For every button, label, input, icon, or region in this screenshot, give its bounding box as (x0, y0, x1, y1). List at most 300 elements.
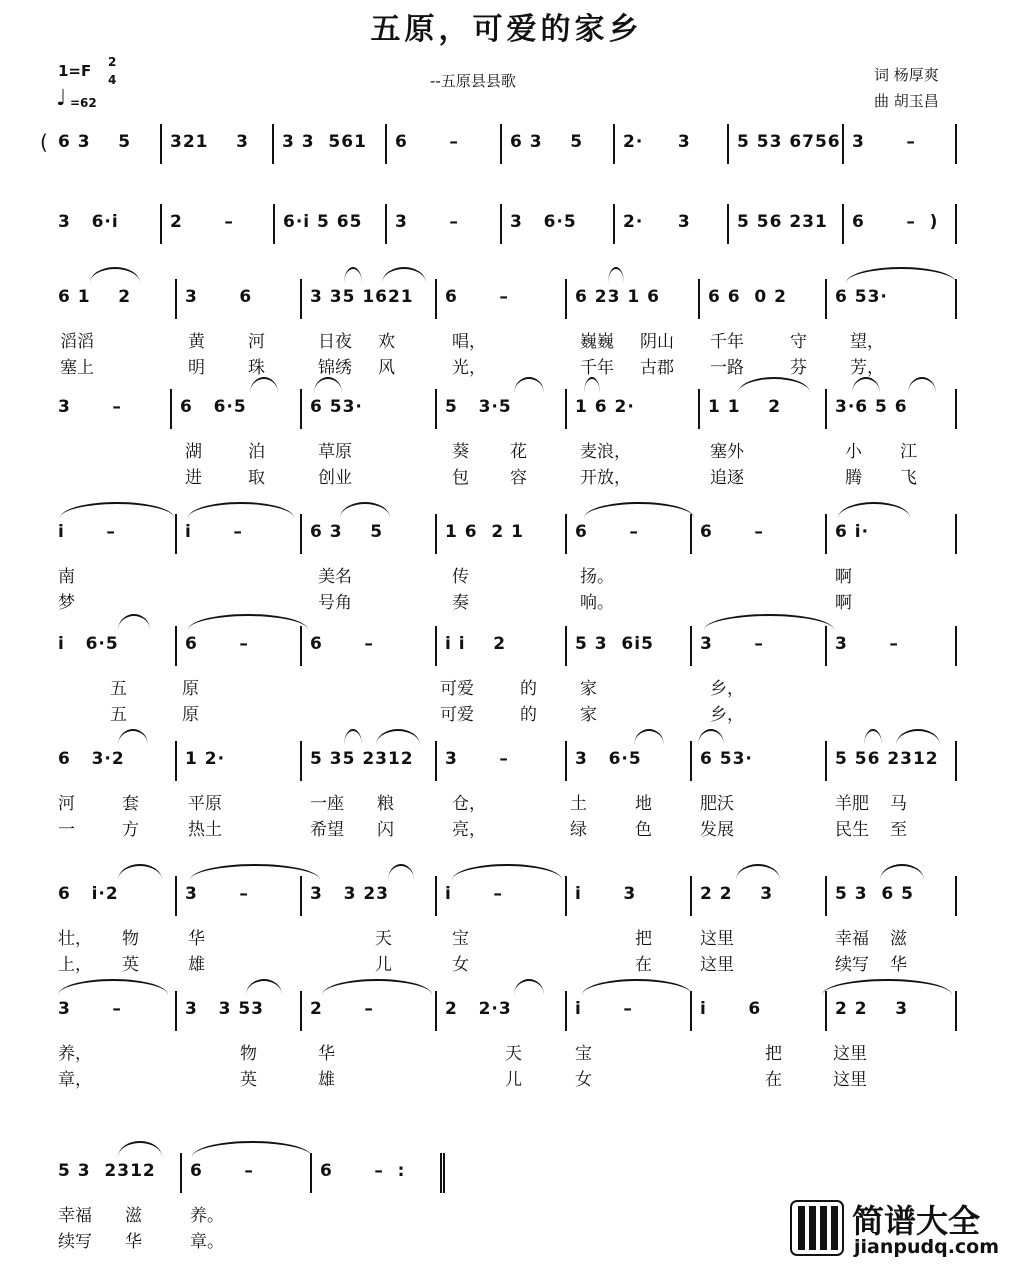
lyric-word: 锦绣 (318, 358, 352, 378)
lyric-line-verse-2 (0, 700, 1013, 724)
barline (727, 124, 729, 164)
measure-notes: i – (445, 884, 503, 904)
lyric-word: 在 (765, 1070, 782, 1090)
lyric-word: 儿 (375, 955, 392, 975)
measure-notes: 3 – (700, 634, 764, 654)
time-signature-denominator: 4 (108, 73, 117, 87)
slur-mark (452, 864, 562, 880)
lyric-word: 容 (510, 468, 527, 488)
measure-notes: 3 6·i (58, 212, 119, 232)
barline (825, 514, 827, 554)
lyric-word: 原 (182, 679, 199, 699)
slur-mark (698, 729, 724, 745)
lyric-word: 芳， (850, 358, 884, 378)
barline (613, 124, 615, 164)
barline (955, 626, 957, 666)
lyric-line-verse-2 (0, 353, 1013, 377)
measure-notes: 2 2 3 (835, 999, 909, 1019)
slur-mark (582, 979, 692, 995)
slur-mark (382, 267, 426, 283)
lyric-line-verse-1 (0, 562, 1013, 586)
barline (955, 514, 957, 554)
lyric-word: 希望 (310, 820, 344, 840)
barline (565, 626, 567, 666)
measure-notes: 5 3 2312 (58, 1161, 156, 1181)
lyric-word: 儿 (505, 1070, 522, 1090)
barline (565, 741, 567, 781)
slur-mark (376, 729, 420, 745)
barline (955, 876, 957, 916)
measure-notes: 5 3·5 (445, 397, 512, 417)
measure-notes: 2 – (310, 999, 374, 1019)
slur-mark (584, 502, 694, 518)
measure-notes: 3 3 23 (310, 884, 389, 904)
lyric-word: 物 (240, 1044, 257, 1064)
lyric-word: 阴山 (640, 332, 674, 352)
slur-mark (908, 377, 936, 393)
barline (435, 279, 437, 319)
measure-notes: 5 3 6 5 (835, 884, 914, 904)
lyric-word: 地 (635, 794, 652, 814)
measure-notes: 6 1 2 (58, 287, 132, 307)
lyric-word: 幸福 (58, 1206, 92, 1226)
lyricist-credit: 词 杨厚爽 (874, 66, 939, 84)
barline (175, 876, 177, 916)
lyric-word: 滔滔 (60, 332, 94, 352)
barline (825, 741, 827, 781)
notation-line (0, 995, 1013, 1023)
lyric-word: 开放， (580, 468, 631, 488)
slur-mark (188, 502, 294, 518)
slur-mark (90, 267, 140, 283)
lyric-word: 珠 (248, 358, 265, 378)
barline (690, 876, 692, 916)
measure-notes: 5 3 6i5 (575, 634, 654, 654)
slur-mark (738, 377, 810, 393)
lyric-word: 泊 (248, 442, 265, 462)
slur-mark (852, 377, 880, 393)
lyric-word: 欢 (378, 332, 395, 352)
lyric-word: 扬。 (580, 567, 614, 587)
lyric-word: 粮 (377, 794, 394, 814)
notation-line (0, 393, 1013, 421)
lyric-word: 这里 (700, 929, 734, 949)
lyric-word: 黄 (188, 332, 205, 352)
measure-notes: 5 56 231 (737, 212, 828, 232)
lyric-word: 美名 (318, 567, 352, 587)
lyric-word: 华 (188, 929, 205, 949)
measure-notes: 6 – (395, 132, 459, 152)
slur-mark (514, 979, 544, 995)
lyric-word: 在 (635, 955, 652, 975)
barline (698, 389, 700, 429)
lyric-word: 肥沃 (700, 794, 734, 814)
lyric-word: 小 (845, 442, 862, 462)
barline (435, 389, 437, 429)
barline (385, 204, 387, 244)
barline (613, 204, 615, 244)
lyric-word: 闪 (377, 820, 394, 840)
slur-mark (864, 729, 882, 745)
measure-notes: 6 – (190, 1161, 254, 1181)
lyric-word: 亮， (452, 820, 486, 840)
slur-mark (344, 729, 362, 745)
lyric-word: 至 (890, 820, 907, 840)
lyric-word: 进 (185, 468, 202, 488)
barline (300, 991, 302, 1031)
watermark-logo (790, 1196, 1010, 1262)
slur-mark (188, 614, 308, 630)
lyric-word: 取 (248, 468, 265, 488)
barline (175, 741, 177, 781)
slur-mark (246, 979, 282, 995)
barline (300, 279, 302, 319)
barline (825, 876, 827, 916)
barline (175, 991, 177, 1031)
barline (310, 1153, 312, 1193)
measure-notes: i 6 (700, 999, 762, 1019)
lyric-word: 养， (58, 1044, 92, 1064)
measure-notes: 6 – : (320, 1161, 406, 1181)
notation-line (0, 208, 1013, 236)
lyric-word: 传 (452, 567, 469, 587)
measure-notes: 1 6 2 1 (445, 522, 524, 542)
lyric-word: 葵 (452, 442, 469, 462)
measure-notes: 3 – (852, 132, 916, 152)
barline (565, 279, 567, 319)
measure-notes: i 6·5 (58, 634, 119, 654)
measure-notes: 6 53· (700, 749, 753, 769)
barline (435, 876, 437, 916)
lyric-word: 物 (122, 929, 139, 949)
measure-notes: 6 i·2 (58, 884, 119, 904)
lyric-word: 南 (58, 567, 75, 587)
barline (175, 626, 177, 666)
measure-notes: i – (58, 522, 116, 542)
slur-mark (514, 377, 544, 393)
notation-line (0, 1157, 1013, 1185)
lyric-word: 色 (635, 820, 652, 840)
measure-notes: 3·6 5 6 (835, 397, 908, 417)
lyric-word: 江 (900, 442, 917, 462)
barline (435, 514, 437, 554)
slur-mark (846, 267, 956, 283)
lyric-word: 华 (890, 955, 907, 975)
barline (300, 389, 302, 429)
slur-mark (608, 267, 624, 283)
measure-notes: 5 56 2312 (835, 749, 939, 769)
measure-notes: 6 3 5 (510, 132, 584, 152)
measure-notes: 6 – ) (852, 212, 939, 232)
lyric-word: 华 (318, 1044, 335, 1064)
quarter-note-icon: ♩ (56, 86, 67, 111)
lyric-word: 套 (122, 794, 139, 814)
notation-line (0, 630, 1013, 658)
lyric-word: 女 (452, 955, 469, 975)
barline (690, 741, 692, 781)
measure-notes: i i 2 (445, 634, 507, 654)
measure-notes: 2 2·3 (445, 999, 512, 1019)
song-subtitle: --五原县县歌 (430, 72, 516, 90)
lyric-word: 章。 (190, 1232, 224, 1252)
measure-notes: 3 – (835, 634, 899, 654)
lyric-word: 华 (125, 1232, 142, 1252)
lyric-word: 守 (790, 332, 807, 352)
barline (435, 626, 437, 666)
notation-line (0, 283, 1013, 311)
measure-notes: 2· 3 (623, 132, 691, 152)
barline (955, 124, 957, 164)
measure-notes: i – (575, 999, 633, 1019)
lyric-word: 唱， (452, 332, 486, 352)
lyric-word: 塞外 (710, 442, 744, 462)
slur-mark (388, 864, 414, 880)
barline (825, 279, 827, 319)
measure-notes: 6 53· (835, 287, 888, 307)
lyric-word: 明 (188, 358, 205, 378)
lyric-word: 养。 (190, 1206, 224, 1226)
barline (955, 204, 957, 244)
measure-notes: 2· 3 (623, 212, 691, 232)
song-title: 五原，可爱的家乡 (370, 12, 643, 47)
lyric-line-verse-2 (0, 815, 1013, 839)
measure-notes: 6 53· (310, 397, 363, 417)
lyric-line-verse-2 (0, 1065, 1013, 1089)
slur-mark (58, 979, 168, 995)
key-signature: 1=F (58, 62, 92, 80)
barline (500, 204, 502, 244)
lyric-word: 可爱 (440, 679, 474, 699)
barline (690, 626, 692, 666)
slur-mark (344, 267, 362, 283)
barline (955, 389, 957, 429)
measure-notes: 1 1 2 (708, 397, 782, 417)
lyric-word: 女 (575, 1070, 592, 1090)
barline (842, 124, 844, 164)
slur-mark (314, 377, 342, 393)
watermark-url: jianpudq.com (854, 1236, 1000, 1258)
measure-notes: 3 – (395, 212, 459, 232)
lyric-word: 草原 (318, 442, 352, 462)
lyric-word: 的 (520, 705, 537, 725)
final-repeat-barline (440, 1153, 450, 1193)
lyric-line-verse-2 (0, 588, 1013, 612)
lyric-word: 巍巍 (580, 332, 614, 352)
barline (825, 389, 827, 429)
measure-notes: 3 3 561 (282, 132, 367, 152)
barline (300, 626, 302, 666)
slur-mark (118, 729, 148, 745)
barline (170, 389, 172, 429)
composer-credit: 曲 胡玉昌 (874, 92, 939, 110)
lyric-word: 幸福 (835, 929, 869, 949)
measure-notes: 3 – (58, 397, 122, 417)
lyric-word: 包 (452, 468, 469, 488)
lyric-word: 方 (122, 820, 139, 840)
lyric-word: 啊 (835, 567, 852, 587)
lyric-word: 望， (850, 332, 884, 352)
measure-notes: 1 2· (185, 749, 226, 769)
slur-mark (822, 979, 952, 995)
lyric-word: 追逐 (710, 468, 744, 488)
measure-notes: 3 – (58, 999, 122, 1019)
lyric-word: 滋 (125, 1206, 142, 1226)
lyric-word: 的 (520, 679, 537, 699)
lyric-line-verse-2 (0, 950, 1013, 974)
notation-line (0, 128, 1013, 156)
lyric-word: 乡， (710, 679, 744, 699)
lyric-word: 平原 (188, 794, 222, 814)
measure-notes: 5 53 6756 (737, 132, 841, 152)
barline (435, 741, 437, 781)
measure-notes: 6 i· (835, 522, 870, 542)
measure-notes: 3 6 (185, 287, 253, 307)
barline (698, 279, 700, 319)
tempo-marking: =62 (70, 96, 97, 110)
slur-mark (322, 979, 432, 995)
lyric-word: 绿 (570, 820, 587, 840)
slur-mark (60, 502, 174, 518)
measure-notes: 6 3·2 (58, 749, 125, 769)
lyric-word: 日夜 (318, 332, 352, 352)
watermark-brand: 简谱大全 (852, 1202, 981, 1240)
barline (727, 204, 729, 244)
lyric-word: 把 (635, 929, 652, 949)
lyric-word: 续写 (58, 1232, 92, 1252)
lyric-word: 天 (375, 929, 392, 949)
slur-mark (118, 1141, 162, 1157)
lyric-word: 河 (248, 332, 265, 352)
lyric-word: 热土 (188, 820, 222, 840)
barline (955, 279, 957, 319)
lyric-word: 啊 (835, 593, 852, 613)
slur-mark (838, 502, 910, 518)
slur-mark (340, 502, 390, 518)
lyric-word: 可爱 (440, 705, 474, 725)
barline (500, 124, 502, 164)
barline (180, 1153, 182, 1193)
slur-mark (190, 864, 320, 880)
slur-mark (192, 1141, 312, 1157)
lyric-word: 湖 (185, 442, 202, 462)
measure-notes: 6·i 5 65 (283, 212, 363, 232)
piano-keys-icon (790, 1200, 844, 1256)
lyric-word: 仓， (452, 794, 486, 814)
measure-notes: 3 35 1621 (310, 287, 414, 307)
lyric-word: 雄 (188, 955, 205, 975)
measure-notes: 3 3 53 (185, 999, 264, 1019)
slur-mark (118, 614, 150, 630)
slur-mark (634, 729, 664, 745)
slur-mark (880, 864, 924, 880)
lyric-word: 号角 (318, 593, 352, 613)
lyric-word: 宝 (452, 929, 469, 949)
lyric-word: 风 (378, 358, 395, 378)
barline (955, 991, 957, 1031)
measure-notes: 1 6 2· (575, 397, 635, 417)
measure-notes: 6 6 0 2 (708, 287, 787, 307)
measure-notes: 6 6·5 (180, 397, 247, 417)
lyric-word: 塞上 (60, 358, 94, 378)
lyric-word: 土 (570, 794, 587, 814)
lyric-word: 古郡 (640, 358, 674, 378)
barline (175, 279, 177, 319)
lyric-line-verse-1 (0, 327, 1013, 351)
barline (273, 204, 275, 244)
measure-notes: 6 23 1 6 (575, 287, 660, 307)
measure-notes: 3 6·5 (510, 212, 577, 232)
lyric-word: 羊肥 (835, 794, 869, 814)
lyric-word: 响。 (580, 593, 614, 613)
slur-mark (584, 377, 600, 393)
lyric-word: 英 (122, 955, 139, 975)
slur-mark (736, 864, 780, 880)
lyric-word: 梦 (58, 593, 75, 613)
lyric-word: 光， (452, 358, 486, 378)
measure-notes: 3 – (185, 884, 249, 904)
lyric-word: 原 (182, 705, 199, 725)
lyric-word: 千年 (580, 358, 614, 378)
lyric-word: 英 (240, 1070, 257, 1090)
barline (160, 204, 162, 244)
measure-notes: 6 3 5 (58, 132, 132, 152)
barline (690, 514, 692, 554)
barline (825, 991, 827, 1031)
measure-notes: 2 – (170, 212, 234, 232)
lyric-word: 一 (58, 820, 75, 840)
lyric-word: 一座 (310, 794, 344, 814)
lyric-word: 一路 (710, 358, 744, 378)
lyric-word: 家 (580, 679, 597, 699)
lyric-word: 奏 (452, 593, 469, 613)
barline (565, 389, 567, 429)
barline (435, 991, 437, 1031)
open-parenthesis: ( (40, 130, 48, 154)
measure-notes: 6 3 5 (310, 522, 384, 542)
lyric-word: 雄 (318, 1070, 335, 1090)
lyric-line-verse-2 (0, 463, 1013, 487)
lyric-word: 这里 (833, 1044, 867, 1064)
lyric-word: 河 (58, 794, 75, 814)
measure-notes: 5 35 2312 (310, 749, 414, 769)
measure-notes: 6 – (445, 287, 509, 307)
barline (300, 514, 302, 554)
slur-mark (896, 729, 940, 745)
measure-notes: i 3 (575, 884, 637, 904)
lyric-word: 腾 (845, 468, 862, 488)
lyric-word: 千年 (710, 332, 744, 352)
measure-notes: 6 – (310, 634, 374, 654)
barline (565, 876, 567, 916)
measure-notes: 6 – (575, 522, 639, 542)
notation-line (0, 880, 1013, 908)
barline (842, 204, 844, 244)
time-signature-numerator: 2 (108, 55, 117, 69)
lyric-word: 民生 (835, 820, 869, 840)
lyric-word: 发展 (700, 820, 734, 840)
lyric-word: 宝 (575, 1044, 592, 1064)
lyric-word: 飞 (900, 468, 917, 488)
lyric-word: 章， (58, 1070, 92, 1090)
barline (825, 626, 827, 666)
lyric-line-verse-1 (0, 924, 1013, 948)
barline (565, 514, 567, 554)
lyric-word: 五 (110, 679, 127, 699)
barline (300, 741, 302, 781)
lyric-word: 五 (110, 705, 127, 725)
lyric-word: 滋 (890, 929, 907, 949)
barline (272, 124, 274, 164)
